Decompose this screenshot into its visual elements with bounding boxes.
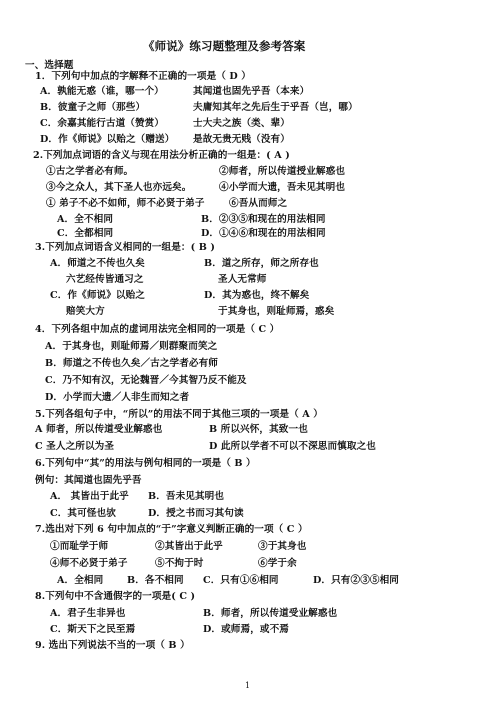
q7-sentence-6: ⑥学于余 <box>258 558 297 569</box>
q6-option-d: D．授之书而习其句读 <box>148 508 244 519</box>
q7-sentence-4: ④师不必贤于弟子 <box>50 558 128 569</box>
q8-option-c: C．斯天下之民至焉 <box>50 624 136 635</box>
q2-option-c: C．全都相同 <box>57 228 114 239</box>
q7-sentence-3: ③于其身也 <box>258 541 307 552</box>
section-title: 一、选择题 <box>25 60 74 71</box>
q1-option-b-right: 夫庸知其年之先后生于乎吾（岂，哪） <box>193 102 358 113</box>
question-7-stem: 7.选出对下列 6 句中加点的“于”字意义判断正确的一项（ C ） <box>35 524 308 535</box>
q2-sentence-3: ③今之众人，其下圣人也亦远矣。 <box>46 182 192 193</box>
q2-sentence-6: ⑥吾从而师之 <box>229 198 288 209</box>
q7-sentence-1: ①而耻学于师 <box>50 541 109 552</box>
q4-option-a: A．于其身也，则耻师焉／则群聚而笑之 <box>45 341 218 352</box>
q3-option-c-pair: 赔笑大方 <box>66 306 105 317</box>
q3-option-d: D．其为惑也，终不解矣 <box>204 290 310 301</box>
q5-option-b: B 所以兴怀，其致一也 <box>209 424 308 435</box>
question-8-stem: 8.下列句中不含通假字的一项是( C ) <box>35 591 196 602</box>
q1-option-d: D．作《师说》以贻之（赠送） <box>40 134 175 145</box>
q1-option-a: A．孰能无惑（谁，哪一个） <box>40 86 164 97</box>
question-5-stem: 5.下列各组句子中，“所以”的用法不同于其他三项的一项是（ A ） <box>35 409 323 420</box>
q5-option-c: C 圣人之所以为圣 <box>35 441 115 452</box>
q7-option-a: A．全相同 <box>57 575 104 586</box>
question-1-stem: 1．下列句中加点的字解释不正确的一项是（ D ） <box>35 71 251 82</box>
q8-option-d: D．或师焉，或不焉 <box>203 624 289 635</box>
q3-option-b: B．道之所存，师之所存也 <box>204 258 319 269</box>
q2-sentence-5: ① 弟子不必不如师，师不必贤于弟子 <box>46 198 205 209</box>
q2-option-d: D．①④⑥和现在的用法相同 <box>201 228 326 239</box>
q7-sentence-5: ⑤不拘于时 <box>155 558 204 569</box>
q4-option-b: B．师道之不传也久矣／古之学者必有师 <box>45 358 219 369</box>
question-3-stem: 3.下列加点词语含义相同的一组是：( B ) <box>35 242 215 253</box>
q8-option-a: A．君子生非异也 <box>50 608 126 619</box>
q1-option-c-right: 士大夫之族（类、辈） <box>193 118 290 129</box>
q7-option-b: B．各不相同 <box>127 575 184 586</box>
q6-option-a: A． 其皆出于此乎 <box>50 491 129 502</box>
q3-option-d-pair: 于其身也，则耻师焉，惑矣 <box>218 306 335 317</box>
q2-option-a: A．全不相同 <box>57 214 114 225</box>
q7-sentence-2: ②其皆出于此乎 <box>155 541 223 552</box>
q5-option-a: A 师者，所以传道受业解惑也 <box>35 424 163 435</box>
q1-option-c: C．余嘉其能行古道（赞赏） <box>40 118 165 129</box>
q1-option-d-right: 是故无贵无贱（没有） <box>193 134 290 145</box>
q2-option-b: B．②③⑤和现在的用法相同 <box>201 214 326 225</box>
q6-example: 例句：其闻道也固先乎吾 <box>35 475 142 486</box>
q8-option-b: B．师者，所以传道受业解惑也 <box>203 608 338 619</box>
q7-option-d: D．只有②③⑤相同 <box>313 575 399 586</box>
q1-option-a-right: 其闻道也固先乎吾（本来） <box>193 86 310 97</box>
q7-option-c: C．只有①⑥相同 <box>203 575 279 586</box>
q5-option-d: D 此所以学者不可以不深思而慎取之也 <box>209 441 376 452</box>
q3-option-b-pair: 圣人无常师 <box>218 274 267 285</box>
q1-option-b: B．彼童子之师（那些） <box>40 102 146 113</box>
q3-option-a: A．师道之不传也久矣 <box>50 258 145 269</box>
document-title: 《师说》练习题整理及参考答案 <box>143 39 306 53</box>
q3-option-a-pair: 六艺经传皆通习之 <box>66 274 144 285</box>
q6-option-c: C．其可怪也欤 <box>50 508 116 519</box>
q2-sentence-4: ④小学而大遗，吾未见其明也 <box>219 182 346 193</box>
page-number: 1 <box>245 681 251 690</box>
q2-sentence-1: ①古之学者必有师。 <box>46 166 134 177</box>
q2-sentence-2: ②师者，所以传道授业解惑也 <box>219 166 346 177</box>
question-4-stem: 4．下列各组中加点的虚词用法完全相同的一项是（ C ） <box>35 324 280 335</box>
q4-option-c: C．乃不知有汉，无论魏晋／今其智乃反不能及 <box>45 375 247 386</box>
q4-option-d: D．小学而大遗／人非生而知之者 <box>45 392 190 403</box>
question-6-stem: 6.下列句中“其”的用法与例句相同的一项是（ B ） <box>35 458 256 469</box>
question-9-stem: 9. 选出下列说法不当的一项（ B ） <box>35 640 190 651</box>
q3-option-c: C．作《师说》以贻之 <box>50 290 145 301</box>
question-2-stem: 2.下列加点词语的含义与现在用法分析正确的一组是：( A ) <box>33 150 290 161</box>
q6-option-b: B．吾未见其明也 <box>148 491 225 502</box>
